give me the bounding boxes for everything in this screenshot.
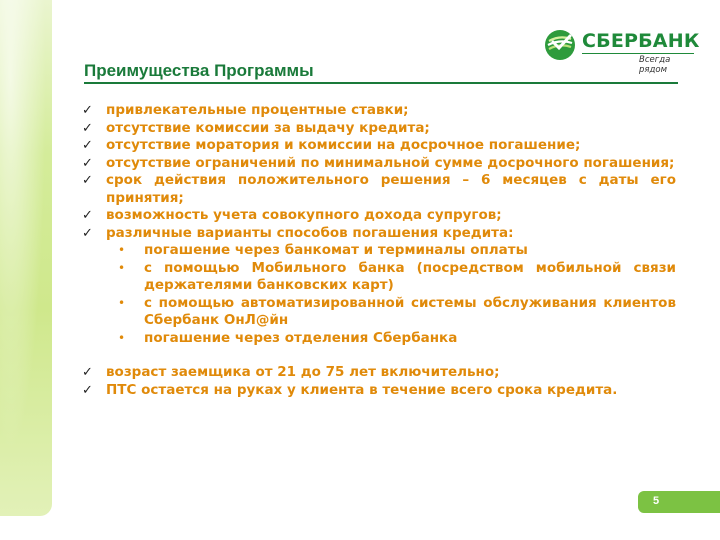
bullet-icon: • (118, 243, 126, 257)
item-text: погашение через отделения Сбербанка (144, 329, 458, 346)
item-text: с помощью автоматизированной системы обслуживания клиентов Сбербанк ОнЛ@йн (144, 294, 676, 328)
check-icon: ✓ (82, 208, 93, 223)
sub-bullet-item (82, 330, 676, 348)
sub-bullet-item (82, 260, 676, 295)
item-text: возраст заемщика от 21 до 75 лет включительно; (106, 364, 500, 380)
check-icon: ✓ (82, 382, 93, 398)
brand-rule (582, 53, 694, 54)
check-icon: ✓ (82, 138, 93, 153)
bullet-icon: • (118, 330, 126, 345)
item-text: срок действия положительного решения – 6 месяцев с даты его принятия; (106, 172, 676, 206)
item-text: отсутствие ограничений по минимальной сумме досрочного погашения; (106, 154, 675, 171)
checklist-item (82, 382, 676, 400)
item-text: погашение через банкомат и терминалы оплаты (144, 242, 528, 258)
check-icon: ✓ (82, 365, 93, 380)
decorative-side-panel (0, 0, 52, 516)
benefits-list (82, 102, 676, 399)
bullet-icon: • (118, 260, 126, 275)
checklist-item (82, 172, 676, 207)
checklist-item (82, 155, 676, 173)
page-number-badge (638, 491, 720, 513)
page-number: 5 (653, 495, 660, 507)
sub-bullet-item (82, 295, 676, 330)
checklist-item (82, 102, 676, 120)
brand-name: СБЕРБАНК (582, 30, 700, 52)
item-text: отсутствие комиссии за выдачу кредита; (106, 119, 430, 136)
sberbank-logo-icon (544, 29, 576, 61)
item-text: возможность учета совокупного дохода супругов; (106, 207, 502, 223)
sberbank-logo (544, 26, 700, 75)
checklist-item (82, 364, 676, 382)
checklist-item (82, 120, 676, 138)
check-icon: ✓ (82, 225, 93, 241)
checklist-item (82, 207, 676, 225)
list-spacer (82, 347, 676, 364)
slide-title: Преимущества Программы (84, 61, 314, 80)
checklist-item (82, 225, 676, 243)
check-icon: ✓ (82, 155, 93, 171)
item-text: отсутствие моратория и комиссии на досрочное погашение; (106, 137, 581, 153)
sub-bullet-item (82, 242, 676, 260)
brand-tagline: Всегда рядом (639, 55, 671, 75)
item-text: ПТС остается на руках у клиента в течение всего срока кредита. (106, 381, 618, 398)
check-icon: ✓ (82, 103, 93, 118)
item-text: различные варианты способов погашения кредита: (106, 224, 514, 241)
item-text: с помощью Мобильного банка (посредством мобильной связи держателями банковских карт) (144, 259, 676, 293)
check-icon: ✓ (82, 120, 93, 136)
item-text: привлекательные процентные ставки; (106, 102, 409, 118)
checklist-item (82, 137, 676, 155)
check-icon: ✓ (82, 173, 93, 188)
title-underline (84, 82, 678, 84)
bullet-icon: • (118, 295, 126, 310)
